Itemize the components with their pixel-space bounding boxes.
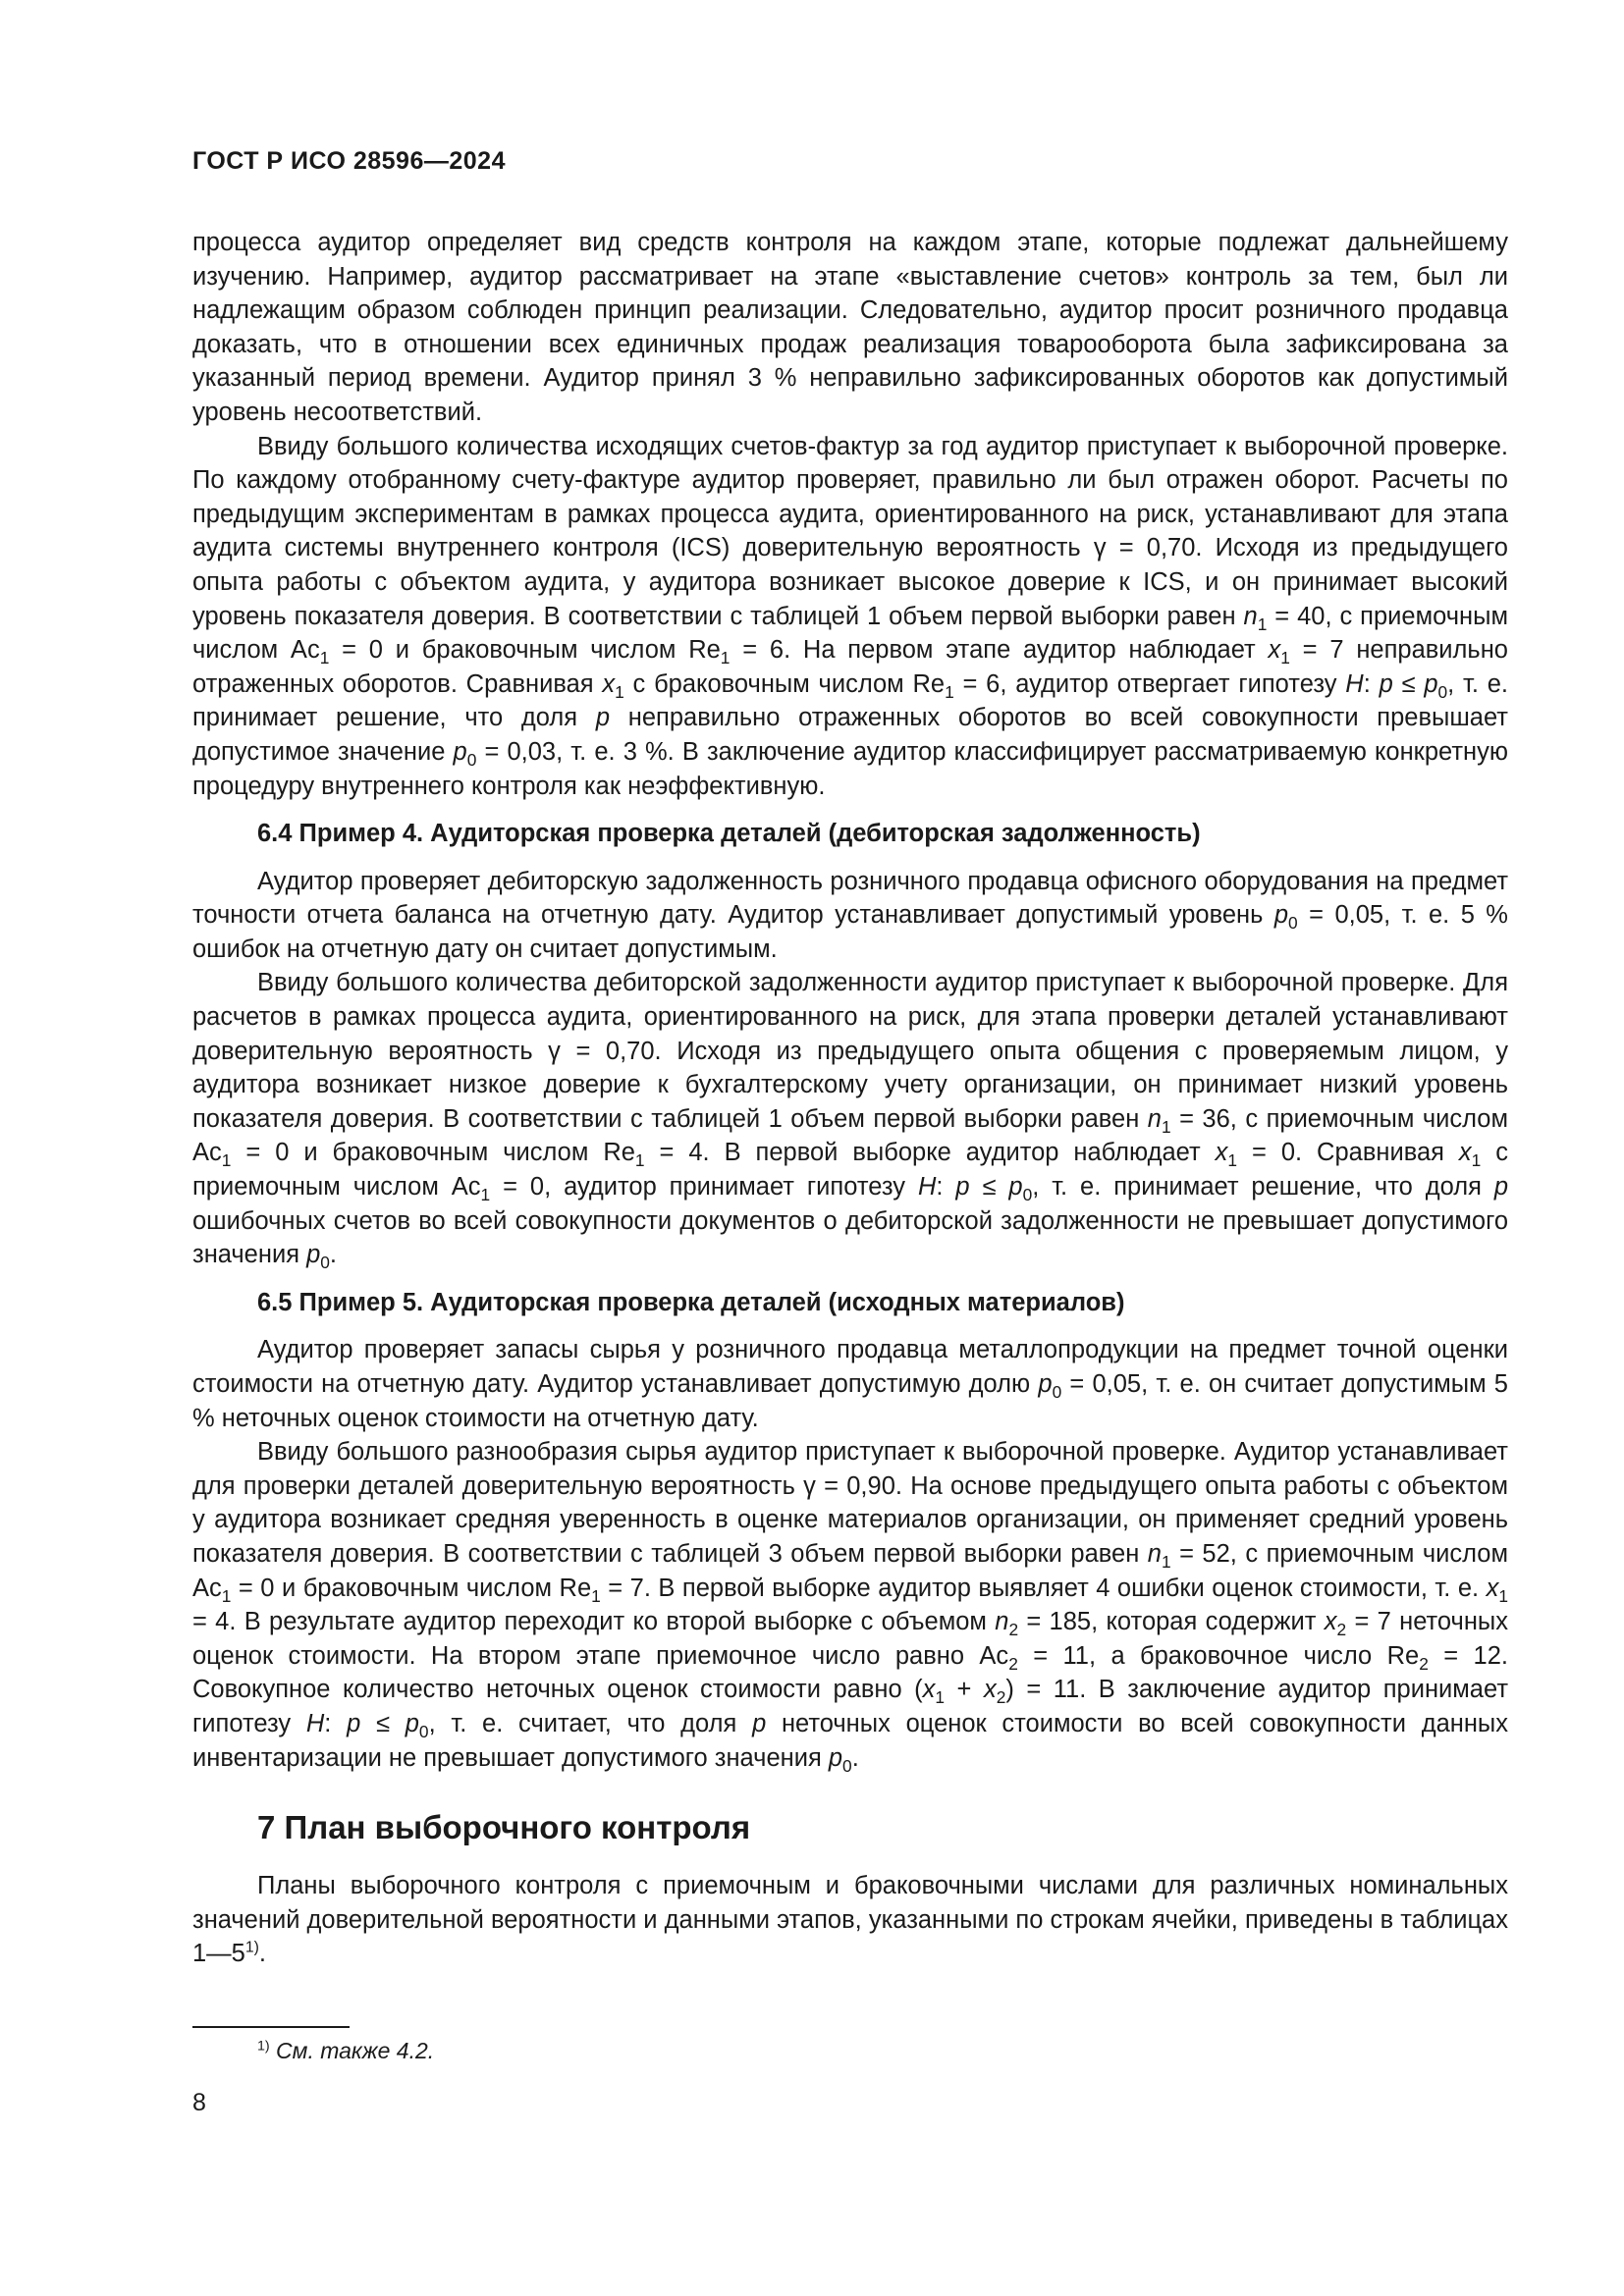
text-run: + bbox=[945, 1676, 984, 1704]
subscript: 1 bbox=[1257, 614, 1268, 634]
math-variable: p bbox=[1273, 901, 1289, 930]
paragraph bbox=[192, 1869, 1508, 1971]
math-variable: p bbox=[1008, 1173, 1023, 1201]
math-variable: p bbox=[405, 1709, 419, 1737]
math-variable: p bbox=[595, 704, 611, 732]
text-run: : bbox=[1363, 669, 1380, 698]
subscript: 2 bbox=[1008, 1620, 1019, 1640]
math-variable: n bbox=[995, 1608, 1009, 1636]
text-run: ≤ bbox=[969, 1173, 1009, 1201]
text-run: = 0 и браковочным числом Re bbox=[231, 1574, 592, 1602]
footnote bbox=[257, 2036, 434, 2065]
math-variable: p bbox=[828, 1743, 843, 1772]
subsection-heading: 6.5 Пример 5. Аудиторская проверка деталей (исходных материалов) bbox=[257, 1288, 1125, 1316]
math-variable: n bbox=[1243, 602, 1258, 630]
subscript: 0 bbox=[1437, 681, 1448, 702]
subscript: 0 bbox=[1022, 1185, 1033, 1205]
math-variable: p bbox=[347, 1709, 361, 1737]
subscript: 1 bbox=[1280, 648, 1290, 668]
text-run: = 7 неточных оценок стоимости. На втором этапе приемочное число равно Ac bbox=[192, 1608, 1508, 1670]
math-variable: p bbox=[1493, 1173, 1508, 1201]
text-run: с приемочным числом Ac bbox=[192, 1139, 1509, 1201]
subscript: 0 bbox=[1288, 913, 1298, 934]
subsection-heading: 6.4 Пример 4. Аудиторская проверка деталей (дебиторская задолженность) bbox=[257, 820, 1201, 848]
text-run: = 4. В результате аудитор переходит ко второй выборке с объемом bbox=[192, 1608, 996, 1636]
text-run: ≤ bbox=[360, 1709, 406, 1737]
subscript: 2 bbox=[1008, 1653, 1018, 1674]
math-variable: p bbox=[1038, 1370, 1053, 1398]
subscript: 0 bbox=[466, 749, 477, 770]
subscript: 2 bbox=[1419, 1653, 1429, 1674]
math-variable: x bbox=[1458, 1139, 1472, 1167]
paragraph bbox=[192, 226, 1508, 430]
text-run: = 7. В первой выборке аудитор выявляет 4 ошибки оценок стоимости, т. е. bbox=[600, 1574, 1487, 1602]
subscript: 1 bbox=[634, 1150, 645, 1171]
text-run: Ввиду большого количества дебиторской задолженности аудитор приступает к выборочной проверке. Для расчетов в рамках процесса аудита, ориентированного на риск, для этапа проверки деталей устанавливают доверительную вероятность γ = 0,70. Исходя из предыдущего опыта общения с проверяемым лицом, у аудитора возникает низкое доверие к бухгалтерскому учету организации, он принимает низкий уровень показателя доверия. В соответствии с таблицей 1 объем первой выборки равен bbox=[192, 969, 1508, 1133]
text-run: . bbox=[329, 1241, 338, 1269]
subscript: 1 bbox=[1227, 1150, 1238, 1171]
math-variable: x bbox=[922, 1676, 936, 1704]
footnote-separator bbox=[192, 2026, 350, 2028]
text-run: = 4. В первой выборке аудитор наблюдает bbox=[644, 1139, 1216, 1167]
paragraph bbox=[192, 966, 1508, 1271]
math-variable: H bbox=[917, 1173, 937, 1201]
footnote-text: См. также 4.2. bbox=[269, 2038, 435, 2063]
paragraph bbox=[192, 1435, 1508, 1775]
math-variable: x bbox=[983, 1676, 997, 1704]
math-variable: p bbox=[752, 1709, 767, 1737]
section-heading: 7 План выборочного контроля bbox=[257, 1809, 751, 1846]
math-variable: n bbox=[1147, 1539, 1162, 1568]
document-body bbox=[192, 226, 1508, 1985]
text-run: Ввиду большого разнообразия сырья аудитор приступает к выборочной проверке. Аудитор устанавливает для проверки деталей доверительную вероятность γ = 0,90. На основе предыдущего опыта работы с объектом у аудитора возникает средняя уверенность в оценке материалов организации, он применяет средний уровень показателя доверия. В соответствии с таблицей 3 объем первой выборки равен bbox=[192, 1438, 1508, 1568]
text-run: = 6, аудитор отвергает гипотезу bbox=[953, 669, 1346, 698]
text-run: = 7 неправильно отраженных оборотов. Сравнивая bbox=[192, 636, 1508, 698]
subscript: 1 bbox=[1498, 1585, 1508, 1606]
math-variable: p bbox=[453, 737, 467, 766]
math-variable: n bbox=[1147, 1104, 1162, 1133]
subscript: 0 bbox=[320, 1253, 330, 1273]
text-run: с браковочным числом Re bbox=[623, 669, 946, 698]
text-run: = 40, с приемочным числом Ac bbox=[192, 602, 1508, 665]
subscript: 0 bbox=[842, 1755, 852, 1776]
subscript: 2 bbox=[996, 1687, 1006, 1708]
text-run: = 0. Сравнивая bbox=[1237, 1139, 1459, 1167]
math-variable: H bbox=[305, 1709, 325, 1737]
subscript: 1 bbox=[221, 1585, 232, 1606]
subscript: 1 bbox=[615, 681, 624, 702]
text-run: , т. е. считает, что доля bbox=[428, 1709, 753, 1737]
text-run: = 6. На первом этапе аудитор наблюдает bbox=[730, 636, 1269, 665]
subscript: 1 bbox=[1161, 1116, 1171, 1137]
subscript: 1 bbox=[945, 681, 954, 702]
text-run: = 0,03, т. е. 3 %. В заключение аудитор классифицирует рассматриваемую конкретную процедуру внутреннего контроля как неэффективную. bbox=[192, 737, 1508, 800]
text-run: = 12. Совокупное количество неточных оценок стоимости равно ( bbox=[192, 1641, 1508, 1704]
subscript: 0 bbox=[1052, 1382, 1062, 1403]
footnote-marker: 1) bbox=[257, 2038, 270, 2055]
text-run: Планы выборочного контроля с приемочным и браковочными числами для различных номинальных значений доверительной вероятности и данными этапов, указанными по строкам ячейки, приведены в таблицах 1—5 bbox=[192, 1872, 1508, 1968]
subscript: 1 bbox=[480, 1185, 491, 1205]
math-variable: x bbox=[1486, 1574, 1499, 1602]
text-run: неправильно отраженных оборотов во всей совокупности превышает допустимое значение bbox=[192, 704, 1508, 766]
subscript: 1 bbox=[221, 1150, 232, 1171]
subscript: 2 bbox=[1336, 1620, 1347, 1640]
text-run: = 0,05, т. е. 5 % ошибок на отчетную дату он считает допустимым. bbox=[192, 901, 1508, 963]
subscript: 1 bbox=[935, 1687, 946, 1708]
subscript: 1 bbox=[319, 648, 330, 668]
text-run: ) = 11. В заключение аудитор принимает гипотезу bbox=[192, 1676, 1508, 1737]
text-run: процесса аудитор определяет вид средств контроля на каждом этапе, которые подлежат дальнейшему изучению. Например, аудитор рассматривает на этапе «выставление счетов» контроль за тем, был ли надлежащим образом соблюден принцип реализации. Следовательно, аудитор просит розничного продавца доказать, что в отношении всех единичных продаж реализация товарооборота была зафиксирована за указанный период времени. Аудитор принял 3 % неправильно зафиксированных оборотов как допустимый уровень несоответствий. bbox=[192, 229, 1508, 426]
math-variable: p bbox=[1379, 669, 1393, 698]
text-run: = 0 и браковочным числом Re bbox=[329, 636, 721, 665]
math-variable: x bbox=[1268, 636, 1281, 665]
subscript: 1 bbox=[720, 648, 731, 668]
math-variable: H bbox=[1345, 669, 1364, 698]
text-run: Аудитор проверяет запасы сырья у розничного продавца металлопродукции на предмет точной оценки стоимости на отчетную дату. Аудитор устанавливает допустимую долю bbox=[192, 1336, 1508, 1398]
footnote-ref: 1) bbox=[244, 1939, 259, 1956]
text-run: : bbox=[324, 1709, 348, 1737]
text-run: = 0, аудитор принимает гипотезу bbox=[490, 1173, 918, 1201]
text-run: Аудитор проверяет дебиторскую задолженность розничного продавца офисного оборудования на предмет точности отчета баланса на отчетную дату. Аудитор устанавливает допустимый уровень bbox=[192, 867, 1508, 930]
paragraph bbox=[192, 865, 1508, 967]
text-run: . bbox=[851, 1743, 859, 1772]
subscript: 1 bbox=[591, 1585, 601, 1606]
text-run: , т. е. принимает решение, что доля bbox=[192, 669, 1508, 732]
math-variable: p bbox=[955, 1173, 970, 1201]
document-header: ГОСТ Р ИСО 28596—2024 bbox=[192, 147, 506, 175]
math-variable: x bbox=[1215, 1139, 1228, 1167]
subscript: 1 bbox=[1161, 1552, 1171, 1573]
text-run: = 0 и браковочным числом Re bbox=[231, 1139, 635, 1167]
subscript: 1 bbox=[1471, 1150, 1482, 1171]
text-run: ошибочных счетов во всей совокупности документов о дебиторской задолженности не превышает допустимого значения bbox=[192, 1206, 1508, 1269]
text-run: = 185, которая содержит bbox=[1018, 1608, 1325, 1636]
paragraph bbox=[192, 1333, 1508, 1435]
text-run: . bbox=[258, 1940, 267, 1968]
math-variable: p bbox=[1424, 669, 1438, 698]
text-run: Ввиду большого количества исходящих счетов-фактур за год аудитор приступает к выборочной проверке. По каждому отобранному счету-фактуре аудитор проверяет, правильно ли был отражен оборот. Расчеты по предыдущим экспериментам в рамках процесса аудита, ориентированного на риск, устанавливают для этапа аудита системы внутреннего контроля (ICS) доверительную вероятность γ = 0,70. Исходя из предыдущего опыта работы с объектом аудита, у аудитора возникает высокое доверие к ICS, и он принимает высокий уровень показателя доверия. В соответствии с таблицей 1 объем первой выборки равен bbox=[192, 432, 1508, 630]
page-number: 8 bbox=[192, 2089, 206, 2116]
text-run: неточных оценок стоимости во всей совокупности данных инвентаризации не превышает допустимого значения bbox=[192, 1709, 1509, 1772]
text-run: : bbox=[936, 1173, 956, 1201]
subscript: 0 bbox=[418, 1722, 429, 1741]
text-run: ≤ bbox=[1392, 669, 1425, 698]
paragraph bbox=[192, 430, 1508, 804]
text-run: = 36, с приемочным числом Ac bbox=[192, 1104, 1509, 1167]
text-run: , т. е. принимает решение, что доля bbox=[1032, 1173, 1494, 1201]
math-variable: p bbox=[306, 1241, 321, 1269]
text-run: = 52, с приемочным числом Ac bbox=[192, 1539, 1509, 1602]
math-variable: x bbox=[602, 669, 616, 698]
text-run: = 0,05, т. е. он считает допустимым 5 % неточных оценок стоимости на отчетную дату. bbox=[192, 1370, 1508, 1432]
text-run: = 11, а браковочное число Re bbox=[1017, 1641, 1420, 1670]
math-variable: x bbox=[1324, 1608, 1337, 1636]
